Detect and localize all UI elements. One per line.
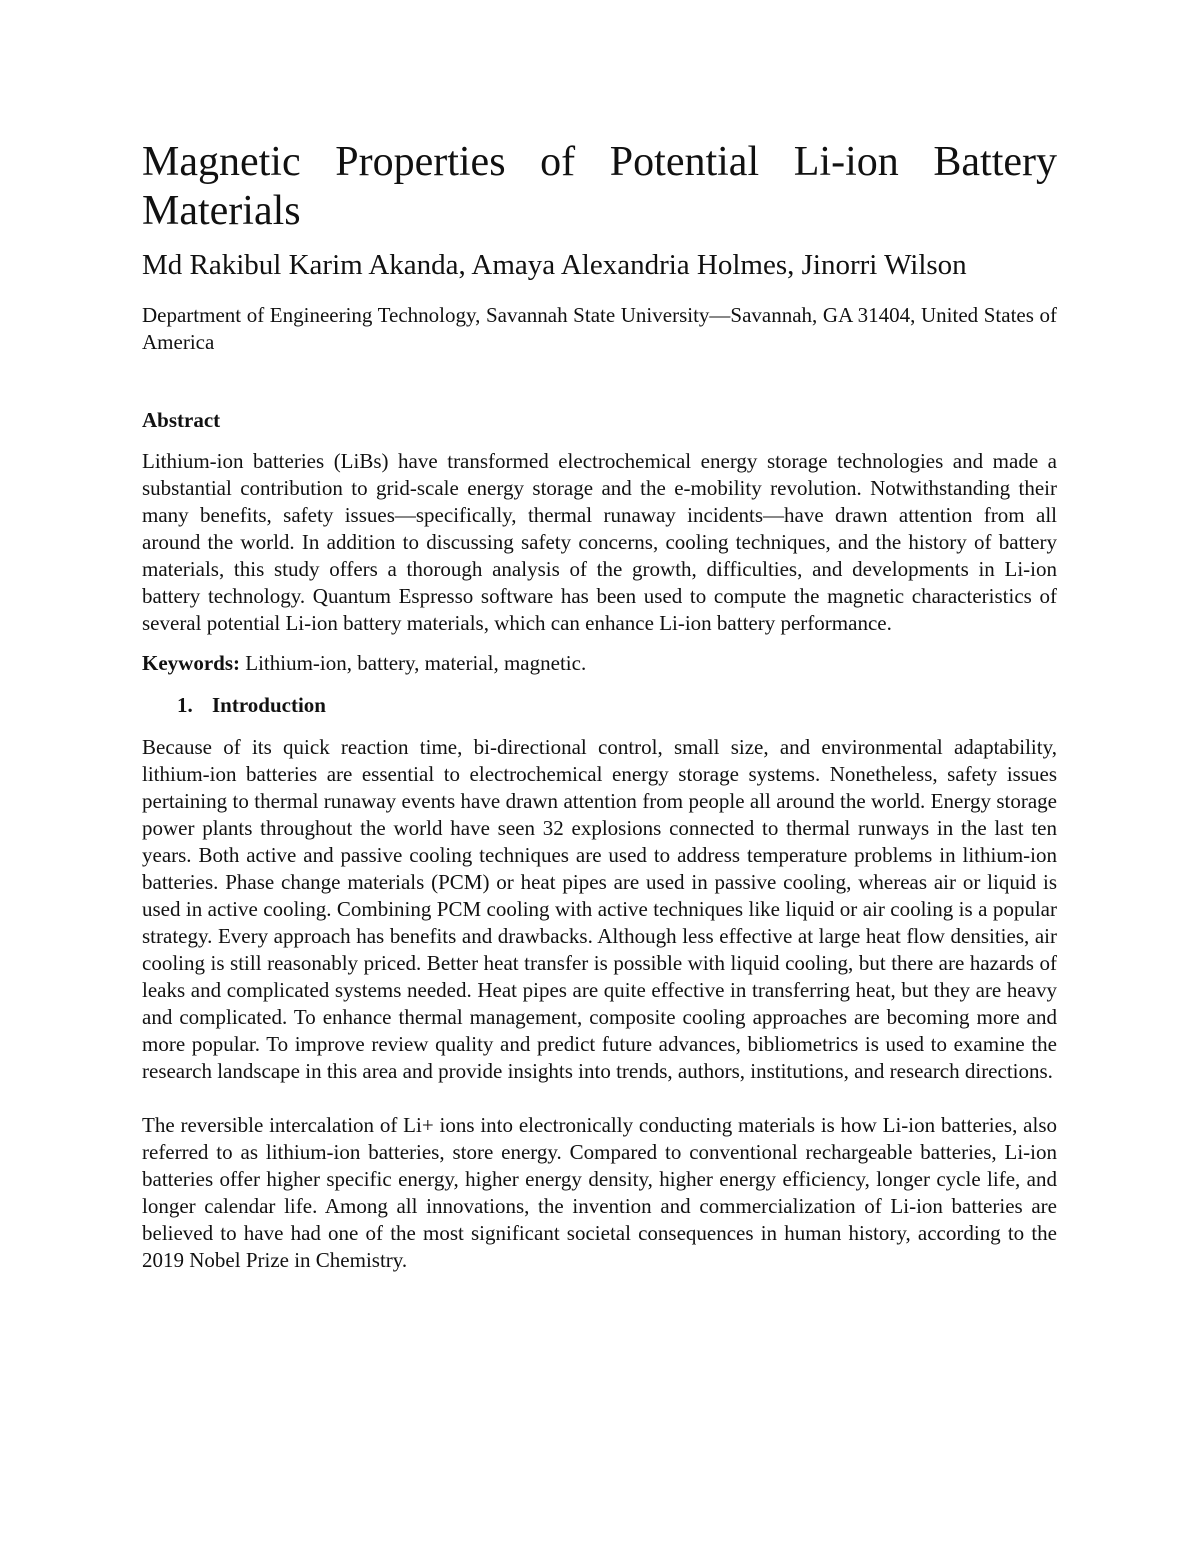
abstract-text: Lithium-ion batteries (LiBs) have transformed electrochemical energy storage technologies and made a substantial contribution to grid-scale energy storage and the e-mobility revolution. Notwithstanding their many benefits, safety issues—specifically, thermal runaway incidents—have drawn attention from all around the world. In addition to discussing safety concerns, cooling techniques, and the history of battery materials, this study offers a thorough analysis of the growth, difficulties, and developments in Li-ion battery technology. Quantum Espresso software has been used to compute the magnetic characteristics of several potential Li-ion battery materials, which can enhance Li-ion battery performance. xyxy=(142,449,1057,635)
affiliation: Department of Engineering Technology, Savannah State University—Savannah, GA 31404, United States of America xyxy=(142,303,1057,354)
keywords-label: Keywords: xyxy=(142,651,240,675)
intro-paragraph-1: Because of its quick reaction time, bi-directional control, small size, and environmental adaptability, lithium-ion batteries are essential to electrochemical energy storage systems. Nonetheless, safety issues pertaining to thermal runaway events have drawn attention from people all around the world. Energy storage power plants throughout the world have seen 32 explosions connected to thermal runways in the last ten years. Both active and passive cooling techniques are used to address temperature problems in lithium-ion batteries. Phase change materials (PCM) or heat pipes are used in passive cooling, whereas air or liquid is used in active cooling. Combining PCM cooling with active techniques like liquid or air cooling is a popular strategy. Every approach has benefits and drawbacks. Although less effective at large heat flow densities, air cooling is still reasonably priced. Better heat transfer is possible with liquid cooling, but there are hazards of leaks and complicated systems needed. Heat pipes are quite effective in transferring heat, but they are heavy and complicated. To enhance thermal management, composite cooling approaches are becoming more and more popular. To improve review quality and predict future advances, bibliometrics is used to examine the research landscape in this area and provide insights into trends, authors, institutions, and research directions. xyxy=(142,735,1057,1083)
abstract-heading: Abstract xyxy=(142,408,221,432)
paper-title: Magnetic Properties of Potential Li-ion Battery Materials xyxy=(142,139,1057,234)
intro-paragraph-2: The reversible intercalation of Li+ ions into electronically conducting materials is how Li-ion batteries, also referred to as lithium-ion batteries, store energy. Compared to conventional rechargeable batteries, Li-ion batteries offer higher specific energy, higher energy density, higher energy efficiency, longer cycle life, and longer calendar life. Among all innovations, the invention and commercialization of Li-ion batteries are believed to have had one of the most significant societal consequences in human history, according to the 2019 Nobel Prize in Chemistry. xyxy=(142,1113,1057,1272)
section-number: 1. xyxy=(177,693,193,717)
section-title: Introduction xyxy=(212,693,326,717)
paper-page xyxy=(142,138,1057,1274)
section-heading-introduction xyxy=(177,692,1057,719)
author-list: Md Rakibul Karim Akanda, Amaya Alexandria Holmes, Jinorri Wilson xyxy=(142,249,967,281)
keywords xyxy=(142,650,1057,677)
keywords-text: Lithium-ion, battery, material, magnetic. xyxy=(240,651,587,675)
